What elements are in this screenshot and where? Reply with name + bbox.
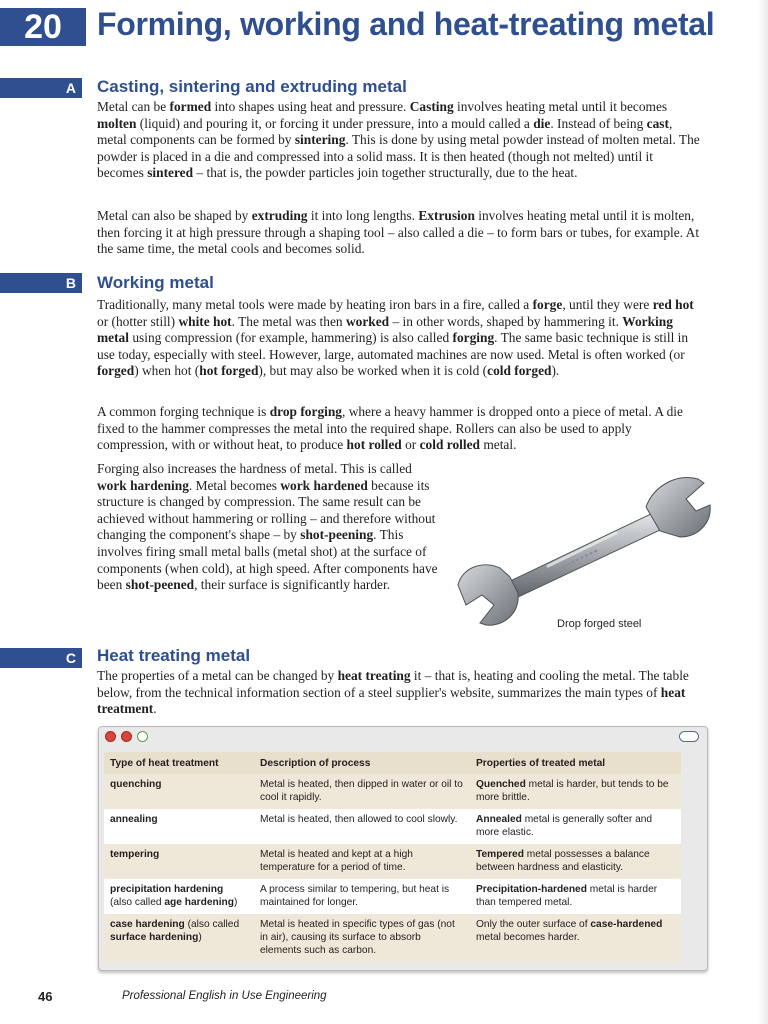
heat-treatment-window <box>98 726 708 971</box>
text-run: metal is harder, but tends to be more brittle. <box>476 779 669 803</box>
text-run: ). <box>551 363 560 379</box>
text-run: – in other words, shaped by hammering it. <box>389 313 623 329</box>
key-term: Annealed <box>476 814 522 825</box>
key-term: red hot <box>652 297 694 312</box>
key-term: sintered <box>147 165 194 181</box>
heat-treatment-type-cell <box>104 914 254 962</box>
process-description-cell <box>254 844 470 879</box>
key-term: die <box>533 115 551 131</box>
key-term: molten <box>97 115 137 131</box>
text-run: . This involves firing small metal balls (metal shot) at the surface of components (when cold), at high speed. After components have been <box>97 527 438 593</box>
key-term: quenching <box>110 779 162 790</box>
text-run: A process similar to tempering, but heat is maintained for longer. <box>260 884 450 908</box>
page-edge-shadow <box>758 0 768 1024</box>
key-term: white hot <box>178 313 232 329</box>
text-run: (liquid) and pouring it, or forcing it under pressure, into a mould called a <box>136 115 534 131</box>
text-run: Metal is heated in specific types of gas (not in air), causing its surface to absorb elements such as carbon. <box>260 919 455 956</box>
key-term: shot-peening <box>300 527 374 543</box>
text-run: metal. <box>479 437 517 453</box>
key-term: annealing <box>110 814 158 825</box>
text-run: (also called <box>110 897 165 908</box>
key-term: work hardening <box>97 477 189 493</box>
text-run: Traditionally, many metal tools were made by heating iron bars in a fire, called a <box>97 297 533 312</box>
section-c-paragraph-1 <box>97 668 702 718</box>
table-row <box>104 774 681 809</box>
text-run: involves heating metal until it is molten, then forcing it at high pressure through a shaping tool – also called a die – to form bars or tubes, for example. At the same time, the metal cools and becomes solid. <box>97 208 700 257</box>
key-term: sintering <box>294 132 346 148</box>
text-run: , where a heavy hammer is dropped onto a piece of metal. A die fixed to the hammer compresses the metal into the required shape. Rollers can also be used to apply compression, with or without heat, to produce <box>97 404 683 453</box>
text-run: Metal is heated, then dipped in water or oil to cool it rapidly. <box>260 779 463 803</box>
key-term: heat treating <box>337 668 411 683</box>
key-term: forge <box>532 297 563 312</box>
section-a-letter: A <box>65 80 76 96</box>
heat-treatment-table <box>104 752 681 962</box>
key-term: work hardened <box>280 477 368 493</box>
section-c-tab <box>0 648 82 668</box>
table-row <box>104 809 681 844</box>
text-run: or (hotter still) <box>97 313 179 329</box>
window-scrollbar[interactable] <box>689 752 703 964</box>
table-header: Type of heat treatment <box>110 758 219 769</box>
text-run: Metal is heated, then allowed to cool slowly. <box>260 814 458 825</box>
section-b-paragraph-1 <box>97 297 702 380</box>
text-run: A common forging technique is <box>97 404 270 419</box>
metal-properties-cell <box>470 774 681 809</box>
metal-properties-cell <box>470 844 681 879</box>
text-run: . <box>153 701 157 717</box>
section-b-paragraph-3 <box>97 461 442 594</box>
key-term: Working metal <box>97 313 673 346</box>
key-term: surface hardening <box>110 932 199 943</box>
text-run: , metal components can be formed by <box>97 115 673 148</box>
metal-properties-cell <box>470 879 681 914</box>
key-term: forged <box>97 363 135 379</box>
table-header-row <box>104 752 681 774</box>
text-run: . This is done by using metal powder instead of molten metal. The powder is placed in a die and compressed into a solid mass. It is then heated (though not melted) until it becomes <box>97 132 700 181</box>
text-run: Metal can be <box>97 99 170 114</box>
table-row <box>104 879 681 914</box>
text-run: metal becomes harder. <box>476 932 580 943</box>
key-term: Tempered <box>476 849 524 860</box>
key-term: cold rolled <box>419 437 480 453</box>
section-c-title: Heat treating metal <box>97 646 251 665</box>
key-term: extruding <box>251 208 308 223</box>
metal-properties-cell <box>470 914 681 962</box>
key-term: precipitation hardening <box>110 884 224 895</box>
text-run: or <box>401 437 420 453</box>
text-run: . The same basic technique is still in use today, especially with steel. However, large, automated machines are now used. Metal is often worked (or <box>97 330 689 362</box>
key-term: formed <box>169 99 212 114</box>
text-run: metal possesses a balance between hardness and elasticity. <box>476 849 650 873</box>
text-run: . Instead of being <box>550 115 647 131</box>
table-row <box>104 844 681 879</box>
text-run: The properties of a metal can be changed by <box>97 668 338 683</box>
key-term: Extrusion <box>418 208 475 223</box>
text-run: Only the outer surface of <box>476 919 591 930</box>
wrench-caption: Drop forged steel <box>557 618 642 630</box>
key-term: Casting <box>409 99 454 114</box>
toolbar-toggle-icon[interactable] <box>679 731 699 742</box>
process-description-cell <box>254 809 470 844</box>
section-a-tab <box>0 78 82 98</box>
metal-properties-cell <box>470 809 681 844</box>
heat-treatment-type-cell <box>104 774 254 809</box>
key-term: heat treatment <box>97 684 686 717</box>
text-run: Metal can also be shaped by <box>97 208 252 223</box>
key-term: hot rolled <box>346 437 402 453</box>
text-run: into shapes using heat and pressure. <box>211 99 410 114</box>
unit-title: Forming, working and heat-treating metal <box>97 6 715 42</box>
unit-number: 20 <box>0 8 86 46</box>
key-term: worked <box>345 313 390 329</box>
key-term: case-hardened <box>590 919 663 930</box>
drop-forged-wrench-image <box>448 465 714 635</box>
text-run: – that is, the powder particles join together structurally, due to the heat. <box>193 165 578 181</box>
heat-treatment-type-cell <box>104 809 254 844</box>
process-description-cell <box>254 914 470 962</box>
section-b-tab <box>0 273 82 293</box>
section-b-title: Working metal <box>97 273 214 292</box>
table-row <box>104 914 681 962</box>
text-run: it into long lengths. <box>307 208 419 223</box>
window-minimize-icon[interactable] <box>121 731 132 742</box>
text-run: metal is harder than tempered metal. <box>476 884 658 908</box>
text-run: Metal is heated and kept at a high temperature for a period of time. <box>260 849 413 873</box>
text-run: . Metal becomes <box>188 477 281 493</box>
text-run: , until they were <box>562 297 653 312</box>
key-term: Precipitation-hardened <box>476 884 587 895</box>
text-run: . The metal was then <box>231 313 346 329</box>
text-run: Forging also increases the hardness of metal. This is called <box>97 461 412 476</box>
key-term: hot forged <box>199 363 259 379</box>
window-zoom-icon[interactable] <box>137 731 148 742</box>
text-run: involves heating metal until it becomes <box>453 99 668 114</box>
text-run: because its structure is changed by compression. The same result can be achieved without hammering or rolling – and therefore without changing the component's shape – by <box>97 477 436 543</box>
process-description-cell <box>254 879 470 914</box>
section-a-paragraph-2 <box>97 208 702 258</box>
key-term: tempering <box>110 849 160 860</box>
heat-treatment-type-cell <box>104 844 254 879</box>
text-run: ) when hot ( <box>134 363 200 379</box>
window-title-bar <box>99 727 707 749</box>
text-run: ) <box>234 897 238 908</box>
section-c-letter: C <box>65 650 76 666</box>
heat-treatment-type-cell <box>104 879 254 914</box>
table-header: Properties of treated metal <box>476 758 606 769</box>
text-run: ) <box>198 932 202 943</box>
table-header: Description of process <box>260 758 371 769</box>
process-description-cell <box>254 774 470 809</box>
key-term: cold forged <box>487 363 552 379</box>
text-run: ), but may also be worked when it is cold ( <box>258 363 488 379</box>
window-close-icon[interactable] <box>105 731 116 742</box>
key-term: drop forging <box>269 404 342 419</box>
text-run: it – that is, heating and cooling the metal. The table below, from the technical information section of a steel supplier's website, summarizes the main types of <box>97 668 689 700</box>
key-term: cast <box>646 115 669 131</box>
text-run: metal is generally softer and more elastic. <box>476 814 653 838</box>
section-b-letter: B <box>65 275 76 291</box>
text-run: , their surface is significantly harder. <box>194 577 391 593</box>
key-term: Quenched <box>476 779 526 790</box>
key-term: case hardening <box>110 919 185 930</box>
book-title: Professional English in Use Engineering <box>122 990 327 1002</box>
page-number: 46 <box>38 989 53 1004</box>
section-a-paragraph-1 <box>97 99 702 182</box>
key-term: age hardening <box>164 897 235 908</box>
key-term: forging <box>452 330 495 346</box>
key-term: shot-peened <box>125 577 195 593</box>
text-run: using compression (for example, hammering) is also called <box>128 330 453 346</box>
section-a-title: Casting, sintering and extruding metal <box>97 77 407 96</box>
text-run: (also called <box>184 919 240 930</box>
section-b-paragraph-2 <box>97 404 702 454</box>
